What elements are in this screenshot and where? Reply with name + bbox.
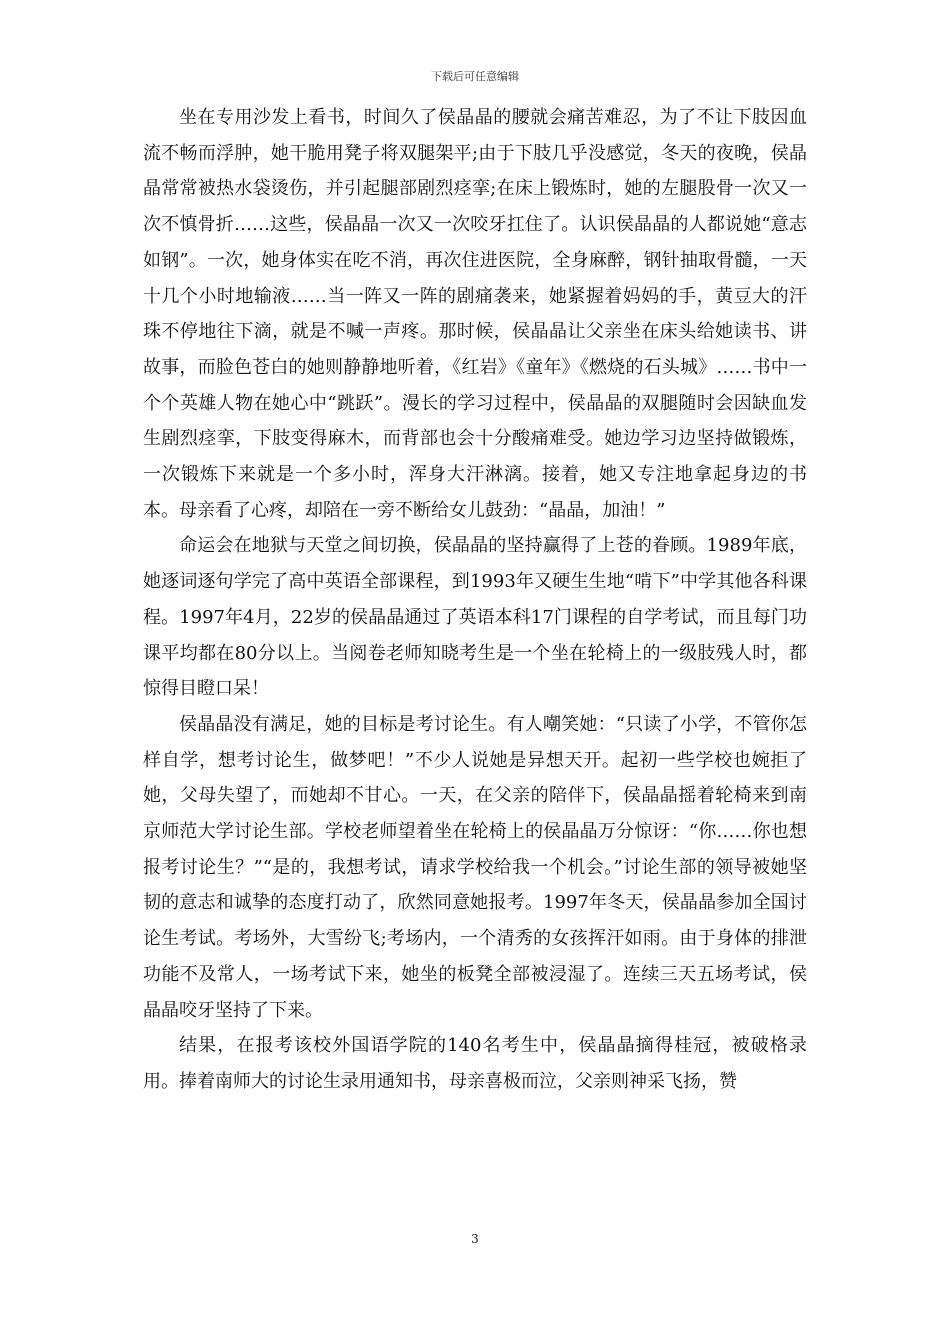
paragraph: 坐在专用沙发上看书，时间久了侯晶晶的腰就会痛苦难忍，为了不让下肢因血流不畅而浮肿，她干脆用凳子将双腿架平;由于下肢几乎没感觉，冬天的夜晚，侯晶晶常常被热水袋烫伤，并引起腿部剧烈痉挛;在床上锻炼时，她的左腿股骨一次又一次不慎骨折……这些，侯晶晶一次又一次咬牙扛住了。认识侯晶晶的人都说她“意志如钢”。一次，她身体实在吃不消，再次住进医院，全身麻醉，钢针抽取骨髓，一天十几个小时地输液……当一阵又一阵的剧痛袭来，她紧握着妈妈的手，黄豆大的汗珠不停地往下滴，就是不喊一声疼。那时候，侯晶晶让父亲坐在床头给她读书、讲故事，而脸色苍白的她则静静地听着，《红岩》《童年》《燃烧的石头城》……书中一个个英雄人物在她心中“跳跃”。漫长的学习过程中，侯晶晶的双腿随时会因缺血发生剧烈痉挛，下肢变得麻木，而背部也会十分酸痛难受。她边学习边坚持做锻炼，一次锻炼下来就是一个多小时，浑身大汗淋漓。接着，她又专注地拿起身边的书本。母亲看了心疼，却陪在一旁不断给女儿鼓劲：“晶晶，加油！” [143,107,807,521]
paragraph: 侯晶晶没有满足，她的目标是考讨论生。有人嘲笑她：“只读了小学，不管你怎样自学，想考讨论生，做梦吧！”不少人说她是异想天开。起初一些学校也婉拒了她，父母失望了，而她却不甘心。一天，在父亲的陪伴下，侯晶晶摇着轮椅来到南京师范大学讨论生部。学校老师望着坐在轮椅上的侯晶晶万分惊讶：“你……你也想报考讨论生？”“是的，我想考试，请求学校给我一个机会。”讨论生部的领导被她坚韧的意志和诚挚的态度打动了，欣然同意她报考。1997年冬天，侯晶晶参加全国讨论生考试。考场外，大雪纷飞;考场内，一个清秀的女孩挥汗如雨。由于身体的排泄功能不及常人，一场考试下来，她坐的板凳全部被浸湿了。连续三天五场考试，侯晶晶咬牙坚持了下来。 [143,713,807,1021]
document-body [143,100,807,1100]
page-number: 3 [471,1232,479,1246]
page-header: 下载后可任意编辑 [431,70,519,83]
paragraph: 结果，在报考该校外国语学院的140名考生中，侯晶晶摘得桂冠，被破格录用。捧着南师大的讨论生录用通知书，母亲喜极而泣，父亲则神采飞扬，赞 [143,1035,807,1092]
paragraph: 命运会在地狱与天堂之间切换，侯晶晶的坚持赢得了上苍的眷顾。1989年底，她逐词逐句学完了高中英语全部课程，到1993年又硬生生地“啃下”中学其他各科课程。1997年4月，22岁的侯晶晶通过了英语本科17门课程的自学考试，而且每门功课平均都在80分以上。当阅卷老师知晓考生是一个坐在轮椅上的一级肢残人时，都惊得目瞪口呆！ [143,535,807,700]
